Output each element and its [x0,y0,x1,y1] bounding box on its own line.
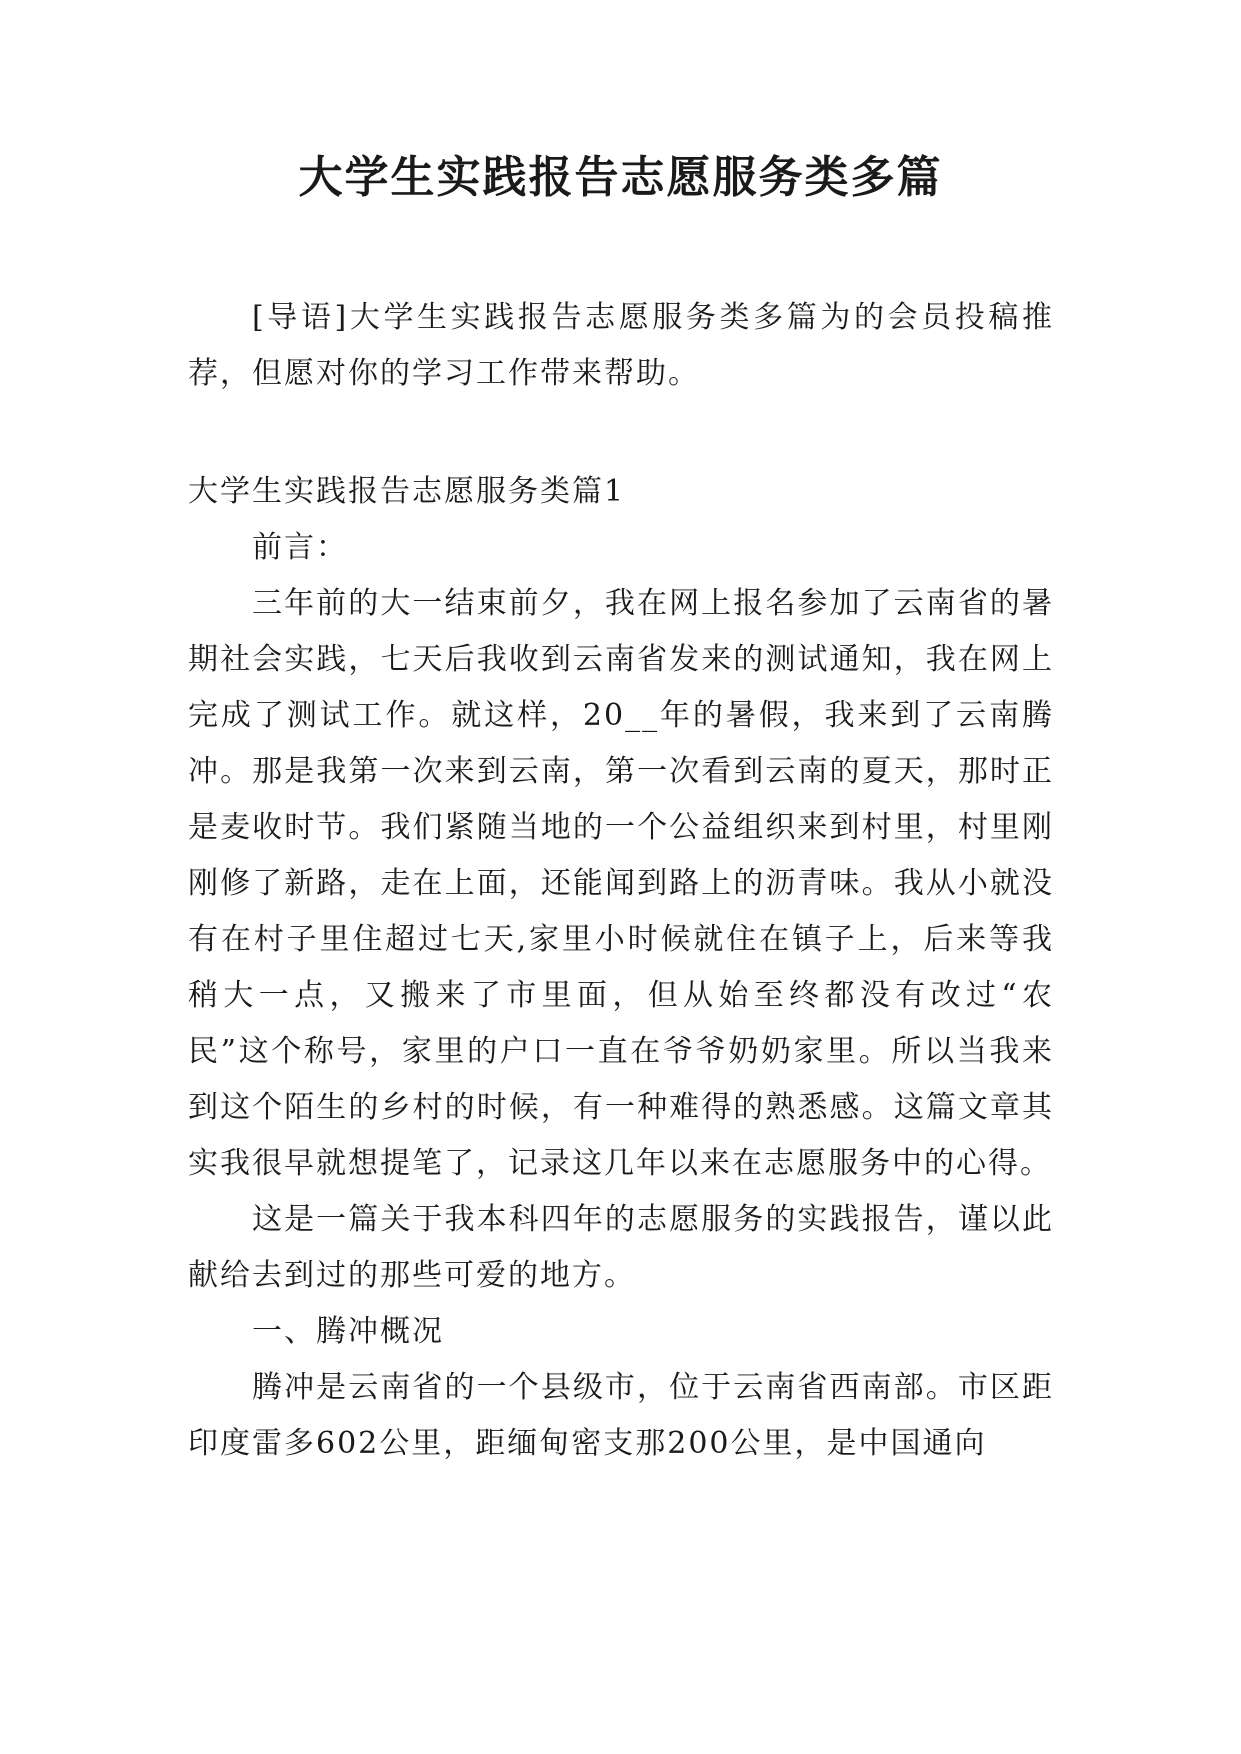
section-title: 大学生实践报告志愿服务类篇1 [188,474,626,509]
document-body [188,464,1054,1472]
body-paragraph: 腾冲是云南省的一个县级市，位于云南省西南部。市区距印度雷多602公里，距缅甸密支那200公里，是中国通向 [188,1370,1054,1461]
subheading: 一、腾冲概况 [252,1314,444,1349]
body-paragraph: 这是一篇关于我本科四年的志愿服务的实践报告，谨以此献给去到过的那些可爱的地方。 [188,1202,1054,1293]
body-paragraph: 三年前的大一结束前夕，我在网上报名参加了云南省的暑期社会实践，七天后我收到云南省发来的测试通知，我在网上完成了测试工作。就这样，20__年的暑假，我来到了云南腾冲。那是我第一次来到云南，第一次看到云南的夏天，那时正是麦收时节。我们紧随当地的一个公益组织来到村里，村里刚刚修了新路，走在上面，还能闻到路上的沥青味。我从小就没有在村子里住超过七天,家里小时候就住在镇子上，后来等我稍大一点，又搬来了市里面，但从始至终都没有改过“农民”这个称号，家里的户口一直在爷爷奶奶家里。所以当我来到这个陌生的乡村的时候，有一种难得的熟悉感。这篇文章其实我很早就想提笔了，记录这几年以来在志愿服务中的心得。 [188,586,1054,1181]
document-title: 大学生实践报告志愿服务类多篇 [298,152,943,203]
intro-paragraph: [导语]大学生实践报告志愿服务类多篇为的会员投稿推荐，但愿对你的学习工作带来帮助。 [188,300,1054,391]
preface-label: 前言： [252,530,348,565]
